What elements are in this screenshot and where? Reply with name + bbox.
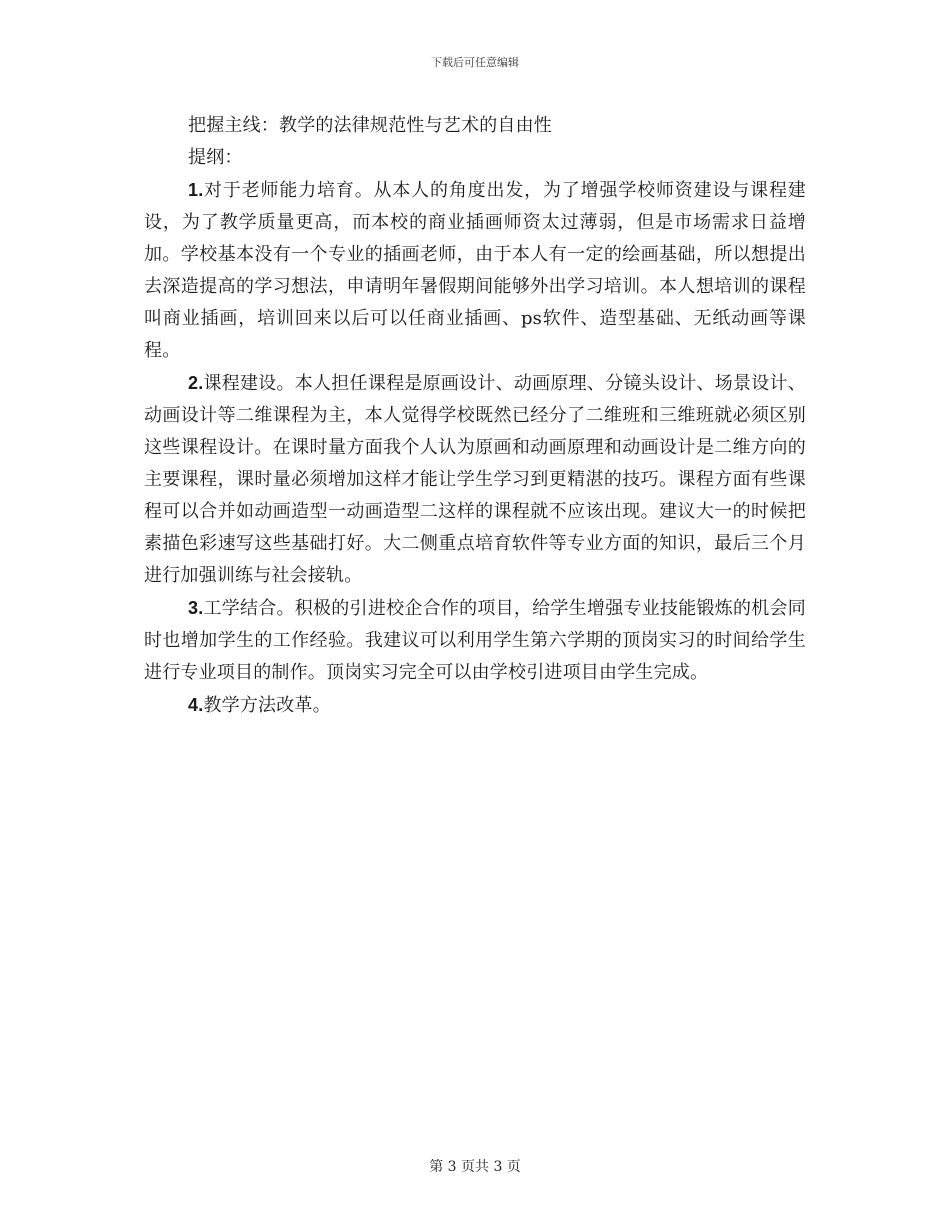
outline-item-4 xyxy=(144,689,806,722)
item-text: 工学结合。积极的引进校企合作的项目，给学生增强专业技能锻炼的机会同时也增加学生的工作经验。我建议可以利用学生第六学期的顶岗实习的时间给学生进行专业项目的制作。顶岗实习完全可以由学校引进项目由学生完成。 xyxy=(144,598,806,683)
item-text: 课程建设。本人担任课程是原画设计、动画原理、分镜头设计、场景设计、动画设计等二维课程为主，本人觉得学校既然已经分了二维班和三维班就必须区别这些课程设计。在课时量方面我个人认为原画和动画原理和动画设计是二维方向的主要课程，课时量必须增加这样才能让学生学习到更精湛的技巧。课程方面有些课程可以合并如动画造型一动画造型二这样的课程就不应该出现。建议大一的时候把素描色彩速写这些基础打好。大二侧重点培育软件等专业方面的知识，最后三个月进行加强训练与社会接轨。 xyxy=(144,373,806,586)
item-number: 2. xyxy=(188,373,204,393)
document-body xyxy=(144,110,806,722)
item-number: 3. xyxy=(188,598,204,618)
page-number: 第 3 页共 3 页 xyxy=(429,1159,521,1175)
item-text: 教学方法改革。 xyxy=(203,695,331,716)
outline-label: 提纲： xyxy=(188,147,243,168)
page-header-note: 下载后可任意编辑 xyxy=(431,56,519,69)
outline-item-1 xyxy=(144,174,806,367)
outline-item-2 xyxy=(144,367,806,592)
item-number: 1. xyxy=(188,180,204,200)
item-number: 4. xyxy=(188,695,204,715)
outline-item-3 xyxy=(144,592,806,689)
document-title-line: 把握主线：教学的法律规范性与艺术的自由性 xyxy=(188,115,552,136)
item-text: 对于老师能力培育。从本人的角度出发，为了增强学校师资建设与课程建设，为了教学质量更高，而本校的商业插画师资太过薄弱，但是市场需求日益增加。学校基本没有一个专业的插画老师，由于本人有一定的绘画基础，所以想提出去深造提高的学习想法，申请明年暑假期间能够外出学习培训。本人想培训的课程叫商业插画，培训回来以后可以任商业插画、ps软件、造型基础、无纸动画等课程。 xyxy=(144,180,806,361)
